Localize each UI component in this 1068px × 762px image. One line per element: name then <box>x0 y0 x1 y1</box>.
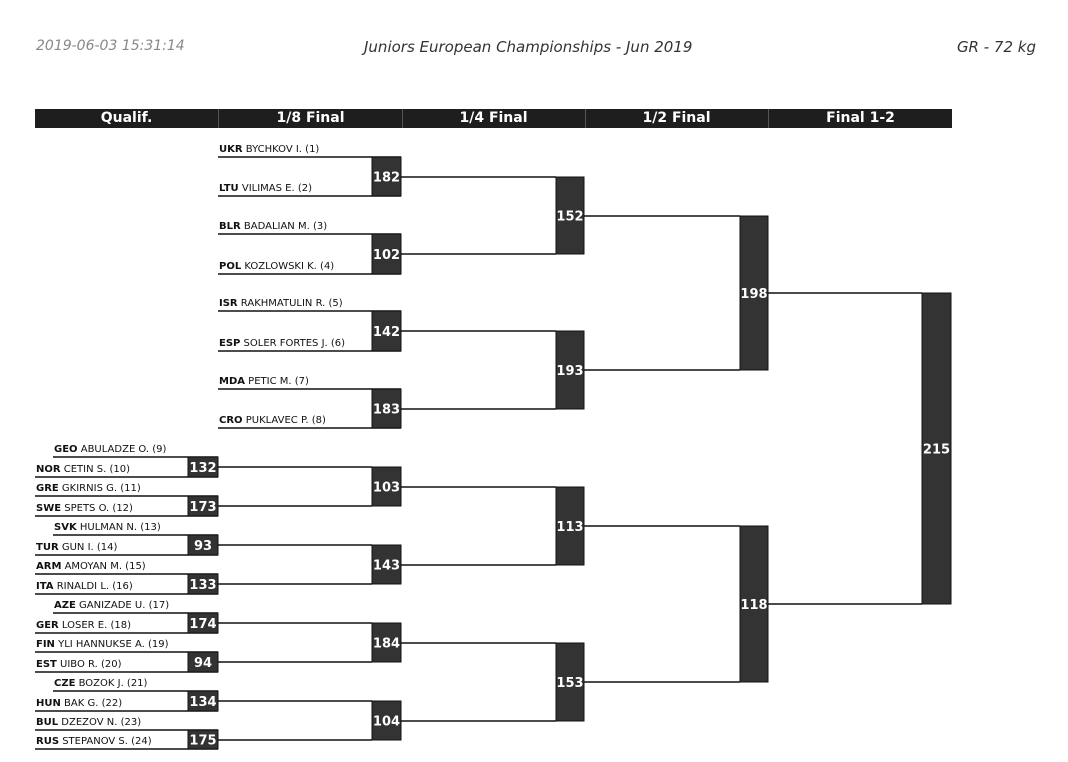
column-header-qf: 1/4 Final <box>459 110 528 126</box>
athlete-entry: BLR BADALIAN M. (3) <box>219 221 328 232</box>
column-header-final: Final 1-2 <box>826 110 895 126</box>
r16-match-box-number: 142 <box>372 325 401 340</box>
sf-match-box-number: 118 <box>740 598 768 613</box>
qf-match-box-number: 193 <box>556 364 584 379</box>
column-header-r16: 1/8 Final <box>276 110 345 126</box>
r16-match-box-number: 104 <box>372 714 401 730</box>
athlete-entry: TUR GUN I. (14) <box>36 542 118 553</box>
column-header-qualif: Qualif. <box>100 110 153 126</box>
qualification-match-box-number: 94 <box>193 656 213 671</box>
qf-match-box-number: 113 <box>556 520 584 535</box>
r16-match-box-number: 182 <box>372 170 401 186</box>
athlete-entry: UKR BYCHKOV I. (1) <box>219 144 320 155</box>
final-match-box-number: 215 <box>922 442 951 458</box>
qualification-match-box-number: 173 <box>189 500 217 515</box>
r16-match-box-number: 103 <box>372 480 401 496</box>
timestamp: 2019-06-03 15:31:14 <box>36 38 185 54</box>
r16-match-box-number: 183 <box>372 402 401 418</box>
athlete-entry: CRO PUKLAVEC P. (8) <box>219 415 326 426</box>
athlete-entry: GER LOSER E. (18) <box>36 620 132 631</box>
athlete-entry: GRE GKIRNIS G. (11) <box>36 483 141 494</box>
athlete-entry: ESP SOLER FORTES J. (6) <box>219 338 346 349</box>
event-title: Juniors European Championships - Jun 2019 <box>364 38 693 56</box>
athlete-entry: GEO ABULADZE O. (9) <box>54 444 167 455</box>
qualification-match-box-number: 133 <box>189 578 217 593</box>
column-header-sf: 1/2 Final <box>642 110 711 126</box>
qualification-match-box-number: 134 <box>189 695 217 710</box>
athlete-entry: POL KOZLOWSKI K. (4) <box>219 261 335 272</box>
athlete-entry: AZE GANIZADE U. (17) <box>54 600 170 611</box>
weight-category: GR - 72 kg <box>956 38 1036 56</box>
athlete-entry: SWE SPETS O. (12) <box>36 503 133 514</box>
athlete-entry: MDA PETIC M. (7) <box>219 376 309 387</box>
athlete-entry: ITA RINALDI L. (16) <box>36 581 133 592</box>
sf-match-box-number: 198 <box>740 287 768 302</box>
r16-match-box-number: 143 <box>372 558 401 574</box>
qualification-match-box-number: 175 <box>189 733 217 749</box>
qf-match-box-number: 153 <box>556 676 584 691</box>
qualification-match-box-number: 132 <box>189 461 217 476</box>
qualification-match-box-number: 174 <box>189 617 217 632</box>
athlete-entry: HUN BAK G. (22) <box>36 698 123 709</box>
athlete-entry: BUL DZEZOV N. (23) <box>36 717 142 728</box>
athlete-entry: LTU VILIMAS E. (2) <box>219 183 312 194</box>
r16-match-box-number: 102 <box>372 248 401 263</box>
athlete-entry: SVK HULMAN N. (13) <box>54 522 161 533</box>
athlete-entry: FIN YLI HANNUKSE A. (19) <box>36 639 169 650</box>
athlete-entry: NOR CETIN S. (10) <box>36 464 131 475</box>
qf-match-box-number: 152 <box>556 209 584 225</box>
r16-match-box-number: 184 <box>372 636 401 652</box>
athlete-entry: RUS STEPANOV S. (24) <box>36 736 152 747</box>
athlete-entry: CZE BOZOK J. (21) <box>54 678 148 689</box>
athlete-entry: ISR RAKHMATULIN R. (5) <box>219 298 343 309</box>
athlete-entry: EST UIBO R. (20) <box>36 659 122 670</box>
athlete-entry: ARM AMOYAN M. (15) <box>36 561 146 572</box>
qualification-match-box-number: 93 <box>193 539 213 554</box>
